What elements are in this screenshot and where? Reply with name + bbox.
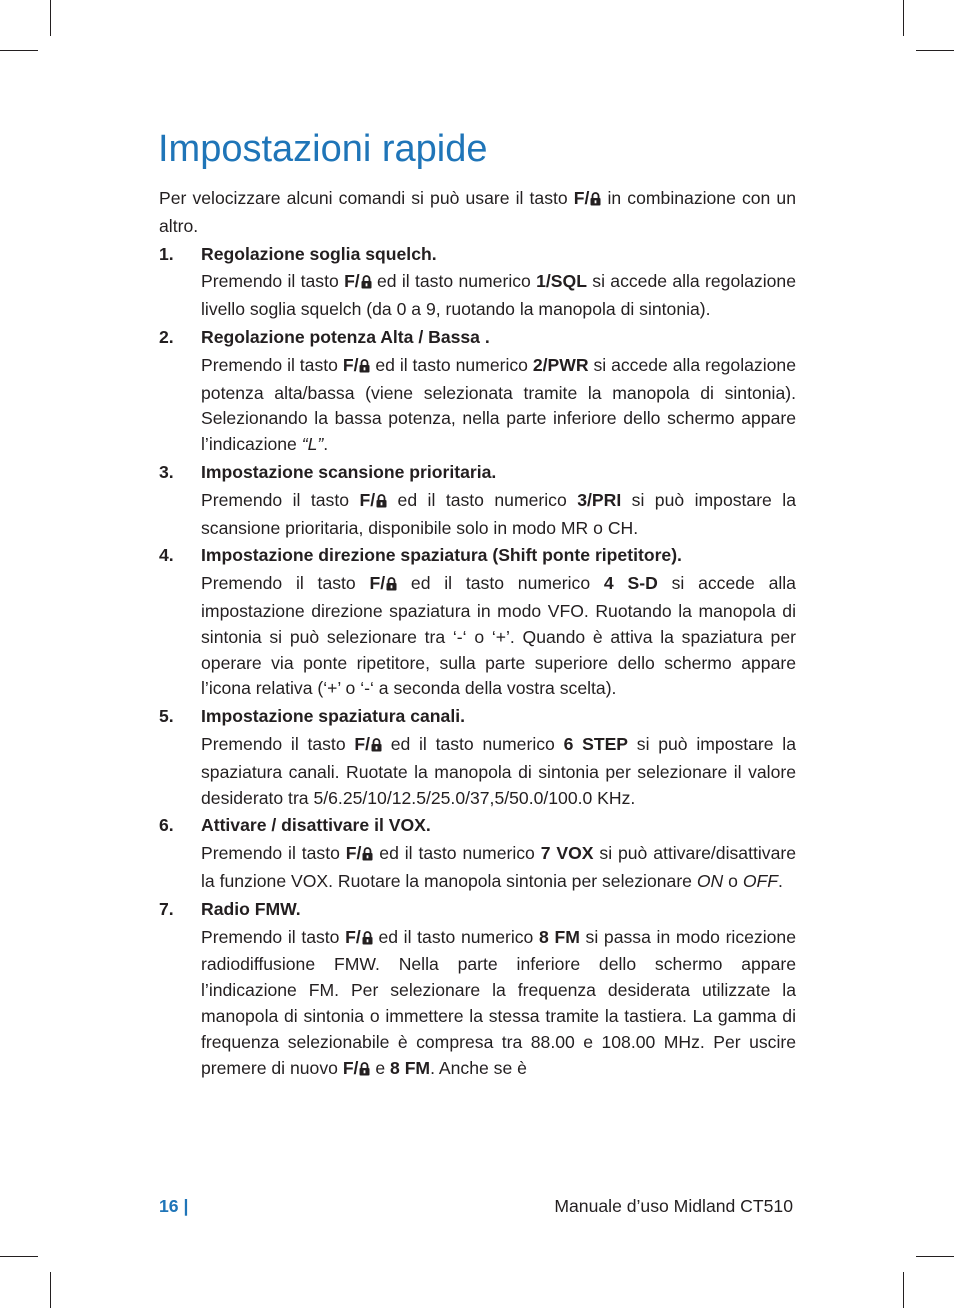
crop-mark-top-right-v: [903, 0, 904, 36]
lock-icon: [362, 927, 373, 953]
list-item-heading-text: Regolazione potenza Alta / Bassa .: [201, 326, 490, 347]
intro-text-after: in combinazione con un altro.: [159, 188, 797, 236]
page-content: [159, 186, 796, 1085]
crop-mark-top-left-h: [0, 50, 38, 51]
intro-text-before: Per velocizzare alcuni comandi si può usare il tasto: [159, 188, 574, 208]
key-label: F/: [345, 843, 362, 864]
list-item: [159, 704, 796, 811]
list-item-heading: [159, 813, 796, 839]
body-text: ed il tasto numerico: [373, 843, 541, 864]
body-text: si accede alla impostazione direzione spaziatura in modo VFO. Ruotando la manopola di sintonia si può selezionare tra ‘-‘ o ‘+’. Quando è attiva la spaziatura per operare via ponte ripetitore, sulla parte superiore dello schermo appare l’icona relativa (‘+’ o ‘-‘ a seconda della vostra scelta).: [201, 573, 796, 699]
intro-paragraph: [159, 186, 796, 240]
list-item-heading: [159, 543, 796, 569]
list-item-number: 7.: [159, 898, 174, 919]
emphasis-text: ON: [696, 870, 724, 891]
page-number: 16 |: [159, 1196, 189, 1216]
body-text: ed il tasto numerico: [370, 354, 533, 375]
list-item-heading: [159, 460, 796, 486]
list-item-body: [201, 925, 796, 1084]
body-text: .: [778, 870, 783, 891]
page-title: Impostazioni rapide: [158, 128, 488, 170]
body-text: ed il tasto numerico: [371, 271, 537, 292]
list-item-body: [201, 732, 796, 811]
list-item-heading: [159, 242, 796, 268]
list-item-number: 1.: [159, 243, 174, 264]
numbered-list: [159, 242, 796, 1084]
lock-icon: [362, 843, 373, 869]
body-text: . Anche se è: [430, 1057, 527, 1078]
key-label: F/: [354, 733, 370, 754]
list-item: [159, 897, 796, 1084]
list-item-heading-text: Radio FMW.: [201, 898, 301, 919]
key-label: 8 FM: [390, 1057, 431, 1078]
list-item-heading: [159, 897, 796, 923]
list-item-body: [201, 488, 796, 542]
list-item-heading-text: Impostazione direzione spaziatura (Shift ponte ripetitore).: [201, 545, 682, 566]
body-text: si può attivare/disattivare la funzione VOX. Ruotare la manopola sintonia per selezionare: [201, 843, 796, 891]
crop-mark-bottom-right-h: [916, 1256, 954, 1257]
key-label: 2/PWR: [532, 354, 589, 375]
list-item-body: [201, 841, 796, 895]
list-item-body: [201, 571, 796, 702]
body-text: o: [723, 870, 743, 891]
crop-mark-bottom-left-v: [50, 1272, 51, 1308]
body-text: Premendo il tasto: [201, 573, 370, 594]
key-label: 4 S-D: [603, 573, 658, 594]
crop-mark-bottom-right-v: [903, 1272, 904, 1308]
body-text: si accede alla regolazione livello soglia squelch (da 0 a 9, ruotando la manopola di sintonia).: [201, 271, 796, 320]
list-item: [159, 325, 796, 458]
list-item-heading-text: Impostazione spaziatura canali.: [201, 706, 465, 727]
lock-icon: [386, 573, 397, 599]
list-item: [159, 813, 796, 894]
list-item-heading-text: Regolazione soglia squelch.: [201, 243, 437, 264]
lock-icon: [590, 188, 601, 214]
key-label: F/: [369, 573, 386, 594]
body-text: si può impostare la scansione prioritaria, disponibile solo in modo MR o CH.: [201, 489, 796, 538]
list-item-heading-text: Impostazione scansione prioritaria.: [201, 461, 497, 482]
list-item-number: 4.: [159, 545, 174, 566]
body-text: Premendo il tasto: [201, 926, 346, 947]
key-label: F/: [344, 271, 360, 292]
list-item-number: 6.: [159, 815, 174, 836]
lock-icon: [361, 271, 372, 297]
emphasis-text: “L”: [301, 434, 324, 455]
key-label: F/: [342, 354, 359, 375]
manual-title: Manuale d’uso Midland CT510: [554, 1196, 793, 1216]
key-label: F/: [342, 1057, 359, 1078]
body-text: ed il tasto numerico: [387, 489, 578, 510]
list-item-heading: [159, 704, 796, 730]
body-text: .: [323, 434, 329, 455]
key-label: 3/PRI: [577, 489, 622, 510]
body-text: Premendo il tasto: [201, 489, 360, 510]
crop-mark-bottom-left-h: [0, 1256, 38, 1257]
body-text: Premendo il tasto: [201, 354, 343, 375]
crop-mark-top-left-v: [50, 0, 51, 36]
lock-icon: [371, 734, 382, 760]
body-text: Premendo il tasto: [201, 271, 345, 292]
lock-icon: [359, 355, 370, 381]
list-item: [159, 460, 796, 541]
key-label: 6 STEP: [563, 733, 629, 754]
list-item-heading: [159, 325, 796, 351]
list-item-heading-text: Attivare / disattivare il VOX.: [201, 815, 431, 836]
key-label: 8 FM: [539, 926, 580, 947]
lock-icon: [376, 490, 387, 516]
body-text: ed il tasto numerico: [397, 573, 604, 594]
key-label: 7 VOX: [540, 843, 594, 864]
list-item-number: 2.: [159, 326, 174, 347]
body-text: e: [370, 1057, 391, 1078]
body-text: Premendo il tasto: [201, 843, 346, 864]
body-text: Premendo il tasto: [201, 733, 355, 754]
list-item-number: 5.: [159, 706, 174, 727]
key-label: 1/SQL: [536, 271, 587, 292]
page-footer: [159, 1196, 793, 1217]
list-item-body: [201, 353, 796, 458]
lock-icon: [359, 1058, 370, 1084]
crop-mark-top-right-h: [916, 50, 954, 51]
body-text: si può impostare la spaziatura canali. Ruotate la manopola di sintonia per selezionare il valore desiderato tra 5/6.25/10/12.5/25.0/37,5/50.0/100.0 KHz.: [201, 733, 796, 808]
body-text: si passa in modo ricezione radiodiffusione FMW. Nella parte inferiore dello schermo appare l’indicazione FM. Per selezionare la frequenza desiderata utilizzate la manopola di sintonia o immettere la stessa tramite la tastiera. La gamma di frequenza selezionabile è compresa tra 88.00 e 108.00 MHz. Per uscire premere di nuovo: [201, 926, 796, 1078]
intro-key: F/: [573, 188, 590, 208]
body-text: ed il tasto numerico: [381, 733, 564, 754]
list-item: [159, 543, 796, 702]
body-text: ed il tasto numerico: [372, 926, 540, 947]
key-label: F/: [345, 926, 361, 947]
emphasis-text: OFF: [742, 870, 778, 891]
list-item: [159, 242, 796, 323]
list-item-body: [201, 269, 796, 323]
list-item-number: 3.: [159, 461, 174, 482]
key-label: F/: [359, 489, 376, 510]
body-text: si accede alla regolazione potenza alta/bassa (viene selezionata tramite la manopola di sintonia). Selezionando la bassa potenza, nella parte inferiore dello schermo appare l’indicazione: [201, 354, 796, 455]
